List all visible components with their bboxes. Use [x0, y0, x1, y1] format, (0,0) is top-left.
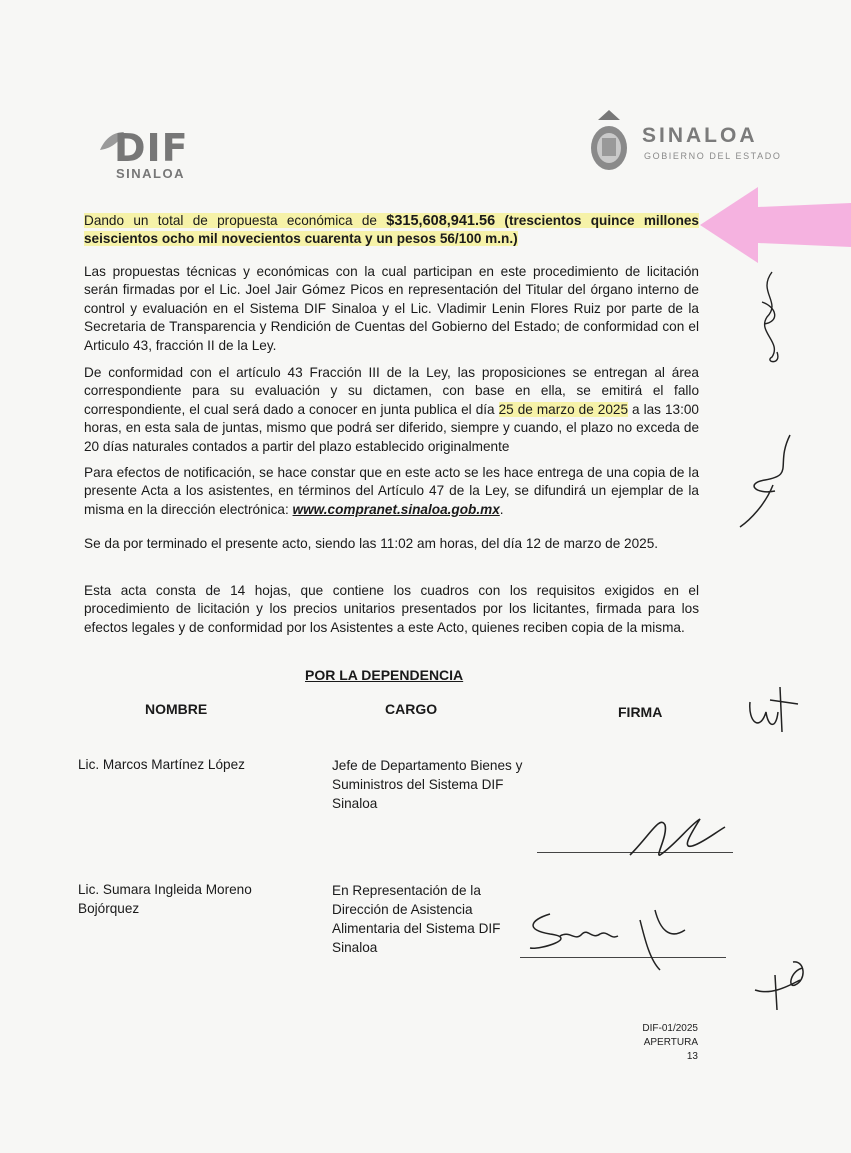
column-header-firma: FIRMA [618, 704, 663, 720]
dif-logo-subtext: SINALOA [116, 166, 185, 181]
pink-arrow-mark [700, 185, 851, 263]
signer-2-name: Lic. Sumara Ingleida Moreno Bojórquez [78, 882, 252, 916]
signer-1-name: Lic. Marcos Martínez López [78, 757, 245, 772]
footer-line-2: APERTURA [643, 1037, 698, 1048]
gov-logo-title: SINALOA [642, 124, 758, 147]
signer-2-cargo: En Representación de la Dirección de Asistencia Alimentaria del Sistema DIF Sinaloa [332, 883, 501, 955]
margin-initials-1 [752, 262, 792, 372]
signature-1 [620, 805, 730, 865]
highlighted-total: Dando un total de propuesta económica de $315,608,941.56 (trescientos quince millones seiscientos ocho mil novecientos cuarenta y un pesos 56/100 m.n.) [84, 213, 699, 247]
signer-1-cargo: Jefe de Departamento Bienes y Suministros del Sistema DIF Sinaloa [332, 758, 523, 811]
paragraph-firmas: Las propuestas técnicas y económicas con la cual participan en este procedimiento de licitación serán firmadas por el Lic. Joel Jair Gómez Picos en representación del Titular del órgano interno de control y evaluación en el Sistema DIF Sinaloa y el Lic. Vladimir Lenin Flores Ruiz por parte de la Secretaria de Transparencia y Rendición de Cuentas del Gobierno del Estado; de conformidad con el Articulo 43, fracción II de la Ley. [84, 264, 699, 353]
highlighted-date: 25 de marzo de 2025 [498, 401, 629, 417]
page-footer [610, 1022, 698, 1064]
footer-page-number: 13 [686, 1051, 698, 1062]
column-header-cargo: CARGO [385, 701, 438, 717]
paragraph-notificacion: Para efectos de notificación, se hace constar que en este acto se les hace entrega de una copia de la presente Acta a los asistentes, en términos del Artículo 47 de la Ley, se difundirá un ejemplar de la misma en la dirección electrónica: www.compranet.sinaloa.gob.mx. [84, 465, 699, 517]
coat-of-arms-icon [584, 108, 634, 174]
paragraph-total [84, 212, 699, 249]
total-amount: $315,608,941.56 [386, 213, 496, 229]
margin-initials-3 [740, 682, 800, 742]
gov-logo-subtitle: GOBIERNO DEL ESTADO [644, 151, 782, 161]
signature-2 [520, 900, 700, 980]
section-title: POR LA DEPENDENCIA [305, 667, 464, 683]
paragraph-fallo: De conformidad con el artículo 43 Fracción III de la Ley, las proposiciones se entregan al área correspondiente para su evaluación y su dictamen, con base en ella, se emitirá el fallo correspondiente, el cual será dado a conocer en junta publica el día 25 de marzo de 2025 a las 13:00 horas, en esta sala de juntas, mismo que podrá ser diferido, siempre y cuando, el plazo no exceda de 20 días naturales contados a partir del plazo establecido originalmente [84, 365, 699, 454]
paragraph-cierre: Se da por terminado el presente acto, siendo las 11:02 am horas, del día 12 de marzo de 2025. [84, 536, 659, 551]
dif-sinaloa-logo [96, 126, 196, 186]
dif-logo-text: DIF [114, 126, 189, 170]
gobierno-sinaloa-logo [584, 108, 784, 178]
compranet-link[interactable]: www.compranet.sinaloa.gob.mx [292, 501, 500, 517]
paragraph-hojas: Esta acta consta de 14 hojas, que contiene los cuadros con los requisitos exigidos en el procedimiento de licitación y los precios unitarios presentados por los licitantes, firmada para los efectos legales y de conformidad por los Asistentes a este Acto, quienes reciben copia de la misma. [84, 583, 699, 635]
column-header-nombre: NOMBRE [145, 701, 208, 717]
margin-initials-2 [735, 425, 805, 535]
footer-line-1: DIF-01/2025 [642, 1023, 698, 1034]
margin-initials-4 [745, 950, 815, 1020]
